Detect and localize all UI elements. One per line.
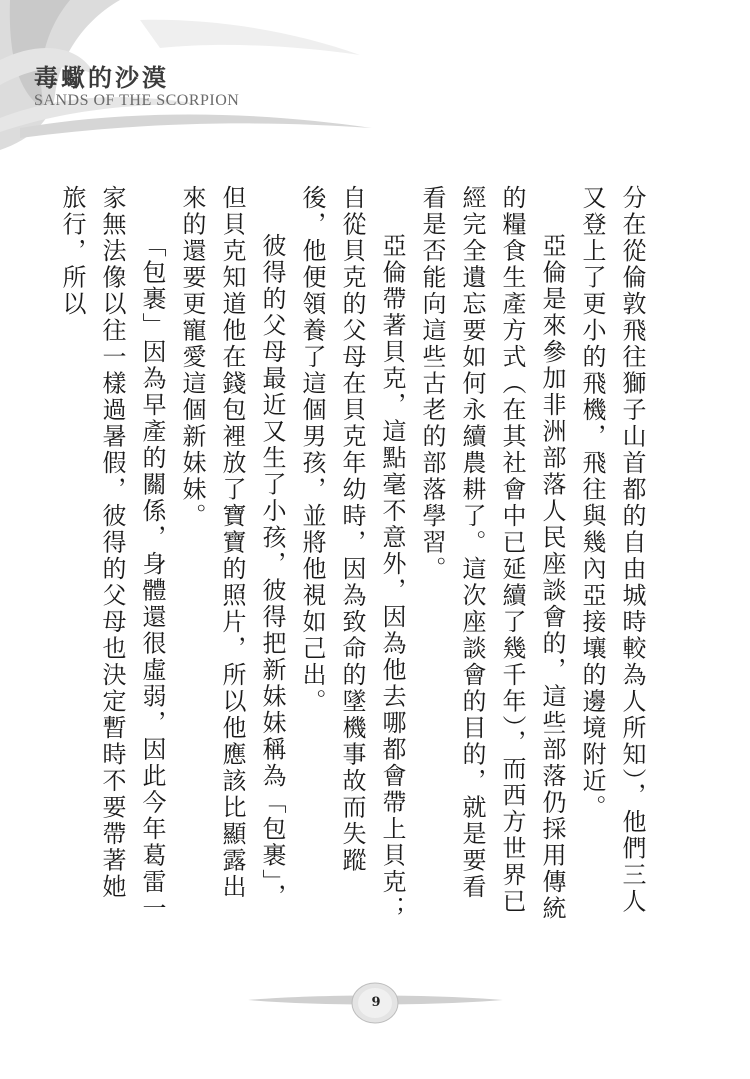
paragraph: 分在從倫敦飛往獅子山首都的自由城時較為人所知），他們三人又登上了更小的飛機，飛往與幾內亞接壤的邊境附近。 (578, 185, 646, 915)
paragraph: 亞倫是來參加非洲部落人民座談會的，這些部落仍採用傳統的糧食生產方式（在其社會中已延續了幾千年），而西方世界已經完全遺忘要如何永續農耕了。這次座談會的目的，就是要看看是否能向這些古老的部落學習。 (418, 185, 566, 922)
paragraph: 彼得的父母最近又生了小孩，彼得把新妹妹稱為「包裹」，但貝克知道他在錢包裡放了寶寶的照片，所以他應該比顯露出來的還要更寵愛這個新妹妹。 (178, 185, 286, 910)
book-title-english: SANDS OF THE SCORPION (34, 92, 240, 109)
paragraph: 亞倫帶著貝克，這點毫不意外，因為他去哪都會帶上貝克；自從貝克的父母在貝克年幼時，因為致命的墜機事故而失蹤後，他便領養了這個男孩，並將他視如己出。 (298, 185, 406, 922)
paragraph: 「包裹」因為早產的關係，身體還很虛弱，因此今年葛雷一家無法像以往一樣過暑假，彼得的父母也決定暫時不要帶著她旅行，所以 (58, 185, 166, 922)
book-title-chinese: 毒蠍的沙漠 (34, 64, 169, 92)
vertical-text-body (58, 185, 652, 925)
page-number: 9 (371, 995, 381, 1010)
